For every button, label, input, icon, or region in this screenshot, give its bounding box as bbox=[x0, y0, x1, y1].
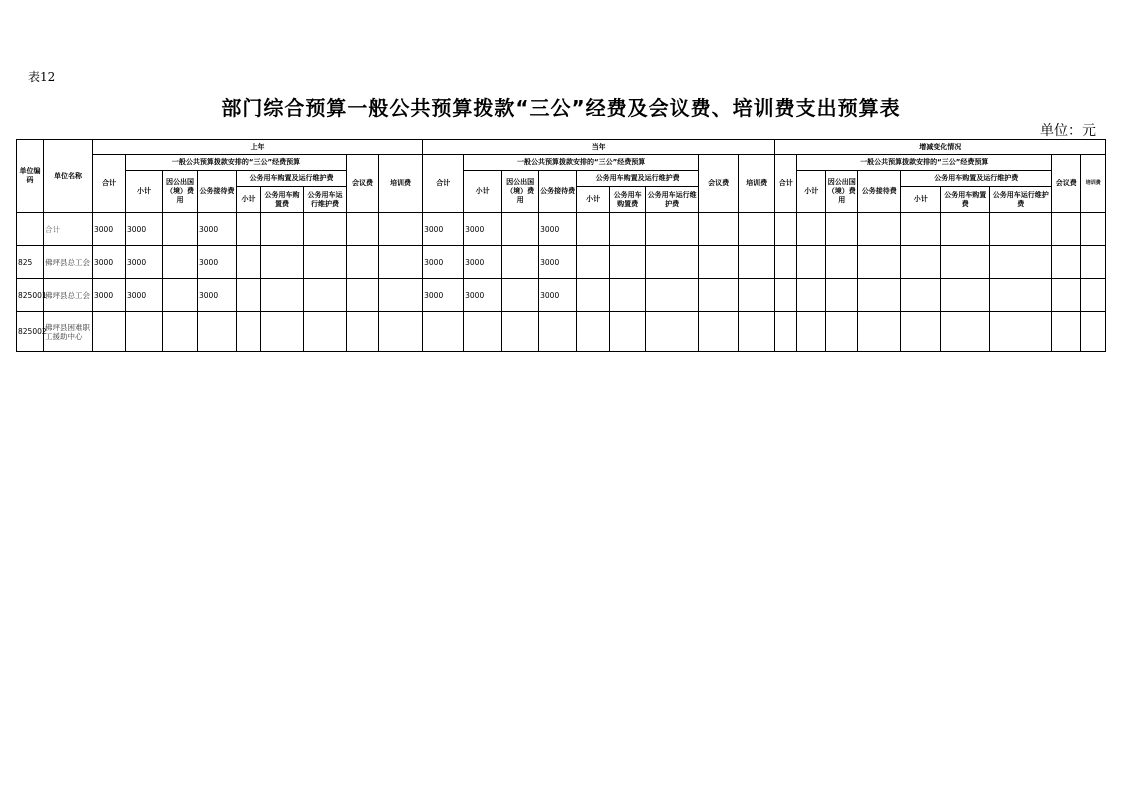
table-row bbox=[17, 246, 1106, 279]
header-change-reception: 公务接待费 bbox=[858, 171, 901, 213]
cell-curr-subtotal: 3000 bbox=[464, 213, 502, 246]
header-change-vehicle: 公务用车购置及运行维护费 bbox=[901, 171, 1052, 187]
header-prev-vehicle-operation: 公务用车运行维护费 bbox=[304, 187, 347, 213]
header-change-vehicle-subtotal: 小计 bbox=[901, 187, 941, 213]
header-curr-vehicle: 公务用车购置及运行维护费 bbox=[577, 171, 699, 187]
table-number: 表12 bbox=[28, 70, 56, 84]
cell-curr-total: 3000 bbox=[423, 246, 464, 279]
header-curr-total: 合计 bbox=[423, 155, 464, 213]
header-curr-vehicle-purchase: 公务用车购置费 bbox=[610, 187, 646, 213]
header-curr-abroad: 因公出国（境）费用 bbox=[502, 171, 539, 213]
header-change-subtotal: 小计 bbox=[797, 171, 826, 213]
cell-curr-total: 3000 bbox=[423, 213, 464, 246]
header-prev-abroad: 因公出国（境）费用 bbox=[163, 171, 198, 213]
header-prev-sangong: 一般公共预算拨款安排的“三公”经费预算 bbox=[126, 155, 347, 171]
cell-prev-total: 3000 bbox=[93, 246, 126, 279]
header-unit-code: 单位编码 bbox=[17, 140, 44, 213]
header-change-vehicle-operation: 公务用车运行维护费 bbox=[990, 187, 1052, 213]
cell-prev-reception: 3000 bbox=[198, 279, 237, 312]
header-prev-training: 培训费 bbox=[379, 155, 423, 213]
cell-curr-subtotal: 3000 bbox=[464, 246, 502, 279]
cell-prev-subtotal: 3000 bbox=[126, 279, 163, 312]
header-prev-vehicle: 公务用车购置及运行维护费 bbox=[237, 171, 347, 187]
table-row bbox=[17, 213, 1106, 246]
header-curr-year: 当年 bbox=[423, 140, 775, 155]
header-curr-reception: 公务接待费 bbox=[539, 171, 577, 213]
header-curr-training: 培训费 bbox=[739, 155, 775, 213]
header-prev-subtotal: 小计 bbox=[126, 171, 163, 213]
header-curr-vehicle-operation: 公务用车运行维护费 bbox=[646, 187, 699, 213]
header-curr-subtotal: 小计 bbox=[464, 171, 502, 213]
cell-curr-subtotal: 3000 bbox=[464, 279, 502, 312]
header-curr-meeting: 会议费 bbox=[699, 155, 739, 213]
header-prev-reception: 公务接待费 bbox=[198, 171, 237, 213]
cell-prev-total: 3000 bbox=[93, 213, 126, 246]
cell-name: 合计 bbox=[44, 213, 93, 246]
page-title: 部门综合预算一般公共预算拨款“三公”经费及会议费、培训费支出预算表 bbox=[221, 96, 901, 120]
cell-prev-subtotal bbox=[126, 312, 163, 352]
table-row bbox=[17, 312, 1106, 352]
cell-prev-reception: 3000 bbox=[198, 213, 237, 246]
cell-code: 825 bbox=[17, 246, 44, 279]
cell-curr-reception: 3000 bbox=[539, 279, 577, 312]
header-unit-name: 单位名称 bbox=[44, 140, 93, 213]
header-change-abroad: 因公出国（境）费用 bbox=[826, 171, 858, 213]
header-prev-vehicle-purchase: 公务用车购置费 bbox=[261, 187, 304, 213]
header-prev-total: 合计 bbox=[93, 155, 126, 213]
cell-prev-reception bbox=[198, 312, 237, 352]
cell-curr-subtotal bbox=[464, 312, 502, 352]
header-change-total: 合计 bbox=[775, 155, 797, 213]
cell-curr-reception: 3000 bbox=[539, 213, 577, 246]
cell-code: 825002 bbox=[17, 312, 44, 352]
header-prev-vehicle-subtotal: 小计 bbox=[237, 187, 261, 213]
unit-label: 单位：元 bbox=[1040, 123, 1096, 139]
cell-code: 825001 bbox=[17, 279, 44, 312]
cell-curr-reception: 3000 bbox=[539, 246, 577, 279]
cell-name: 佛坪县困难职工援助中心 bbox=[44, 312, 93, 352]
cell-name: 佛坪县总工会 bbox=[44, 246, 93, 279]
header-change-meeting: 会议费 bbox=[1052, 155, 1081, 213]
cell-prev-total: 3000 bbox=[93, 279, 126, 312]
header-change: 增减变化情况 bbox=[775, 140, 1106, 155]
header-change-vehicle-purchase: 公务用车购置费 bbox=[941, 187, 990, 213]
header-prev-meeting: 会议费 bbox=[347, 155, 379, 213]
table-row bbox=[17, 279, 1106, 312]
header-change-training: 培训费 bbox=[1081, 155, 1106, 213]
cell-prev-subtotal: 3000 bbox=[126, 246, 163, 279]
cell-curr-total bbox=[423, 312, 464, 352]
header-curr-sangong: 一般公共预算拨款安排的“三公”经费预算 bbox=[464, 155, 699, 171]
cell-code bbox=[17, 213, 44, 246]
header-prev-year: 上年 bbox=[93, 140, 423, 155]
cell-curr-reception bbox=[539, 312, 577, 352]
cell-curr-total: 3000 bbox=[423, 279, 464, 312]
cell-prev-total bbox=[93, 312, 126, 352]
cell-name: 佛坪县总工会 bbox=[44, 279, 93, 312]
cell-prev-subtotal: 3000 bbox=[126, 213, 163, 246]
budget-table bbox=[16, 139, 1106, 352]
cell-prev-reception: 3000 bbox=[198, 246, 237, 279]
header-curr-vehicle-subtotal: 小计 bbox=[577, 187, 610, 213]
header-change-sangong: 一般公共预算拨款安排的“三公”经费预算 bbox=[797, 155, 1052, 171]
